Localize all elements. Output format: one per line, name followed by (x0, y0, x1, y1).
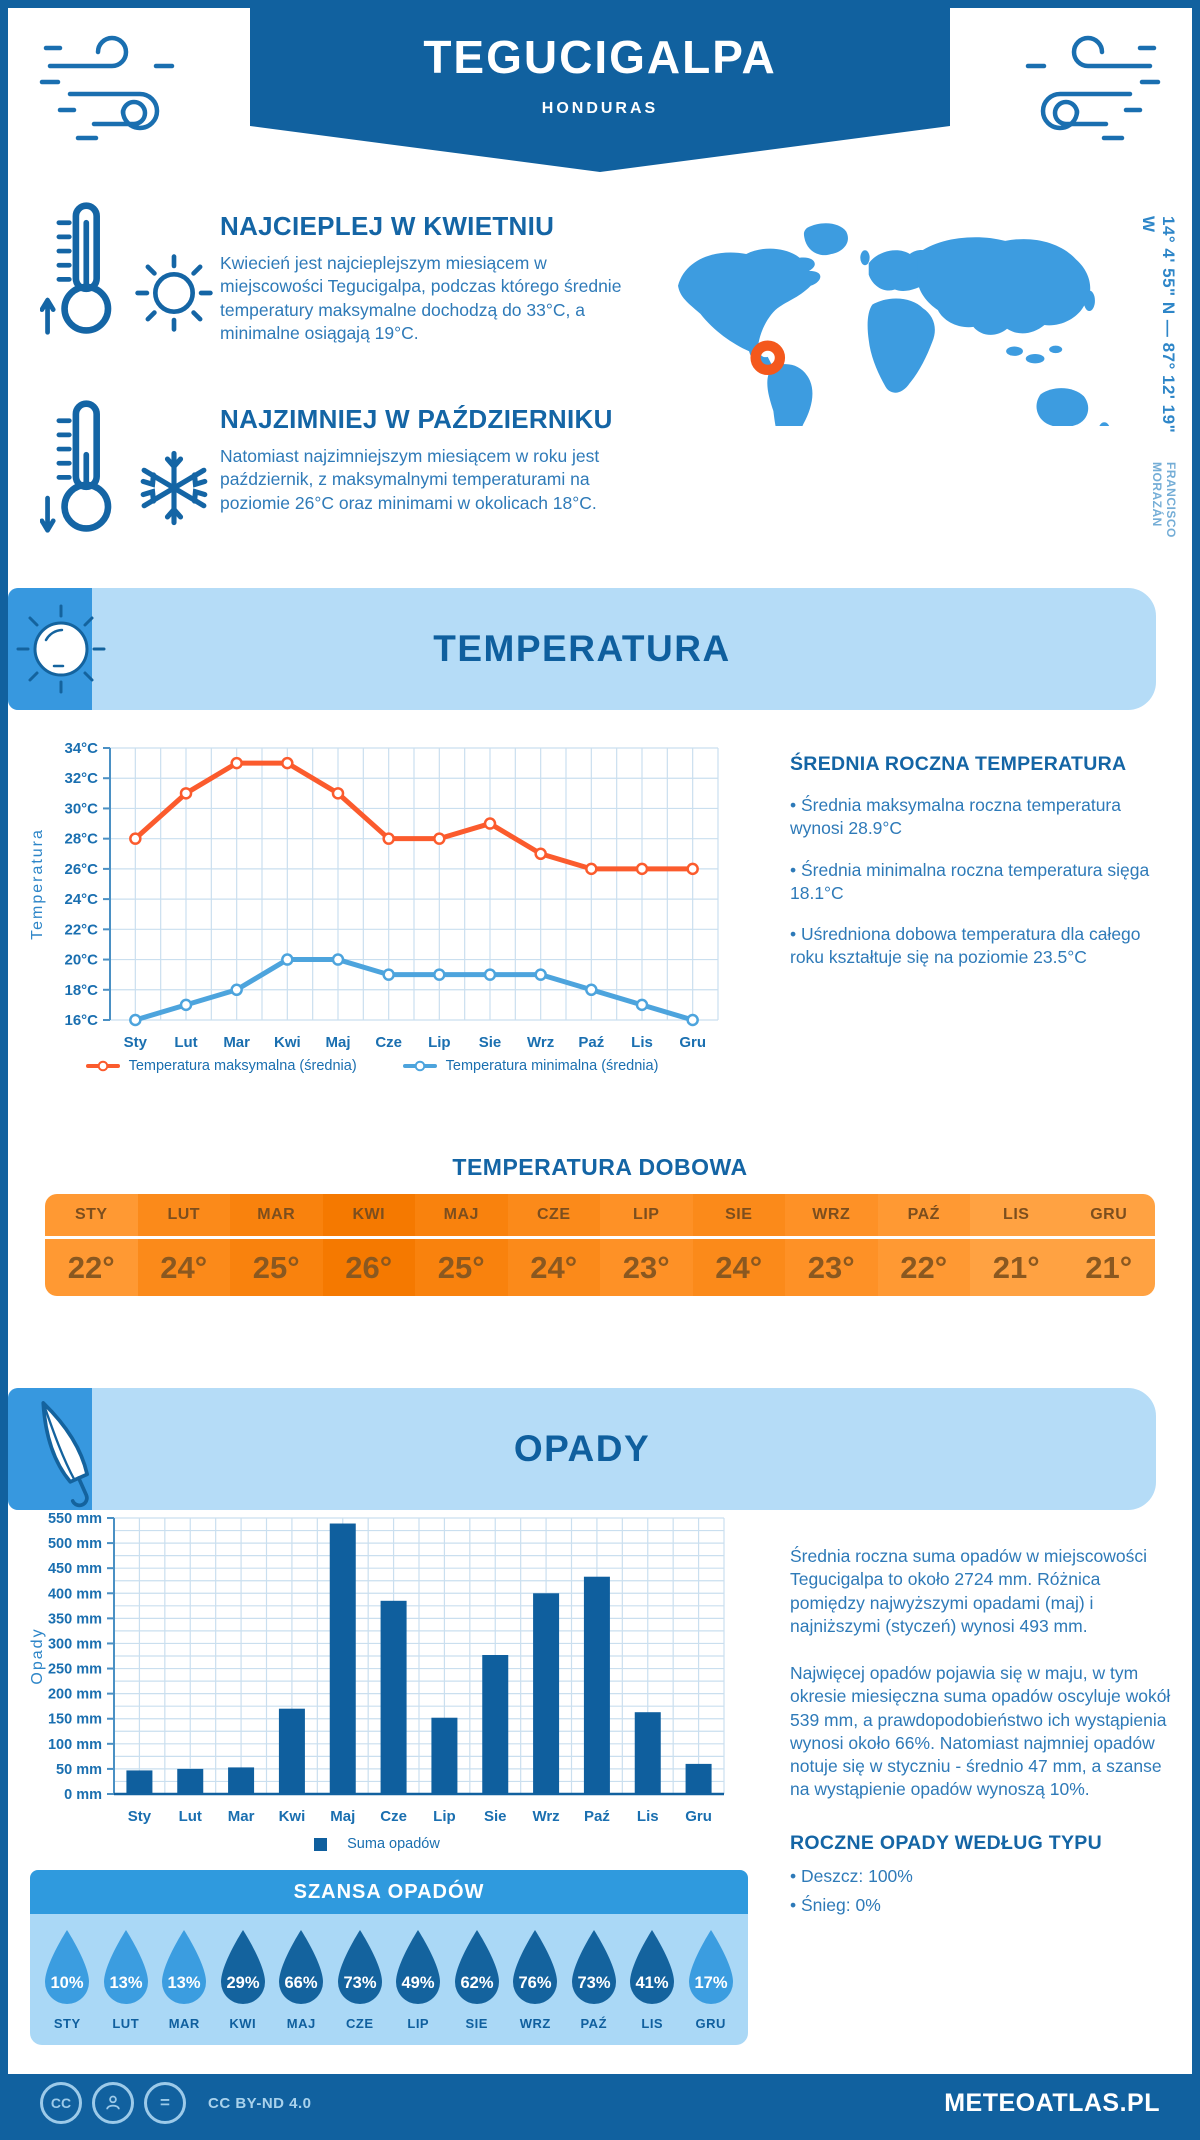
precipitation-info (790, 1545, 1172, 1917)
svg-text:50 mm: 50 mm (56, 1761, 102, 1778)
svg-text:Lip: Lip (428, 1034, 451, 1051)
svg-text:Temperatura: Temperatura (29, 828, 46, 940)
thermometer-warm-icon (40, 198, 125, 340)
sun-icon (132, 251, 216, 335)
rain-chance-item (98, 1928, 153, 2031)
daily-temp-cell (415, 1194, 508, 1296)
svg-text:200 mm: 200 mm (47, 1686, 102, 1703)
footer (8, 2074, 1192, 2132)
annual-temp-bullet: • Średnia maksymalna roczna temperatura wynosi 28.9°C (790, 795, 1121, 839)
svg-text:550 mm: 550 mm (47, 1511, 102, 1527)
svg-text:Sie: Sie (478, 1034, 502, 1051)
svg-text:Mar: Mar (223, 1034, 251, 1051)
annual-temp-bullet: • Średnia minimalna roczna temperatura sięga 18.1°C (790, 859, 1150, 903)
region-label: FRANCISCO MORAZÁN (1150, 461, 1178, 538)
rain-chance-month: MAJ (286, 2016, 316, 2031)
raindrop-icon (157, 1928, 211, 2008)
rain-chance-month: GRU (695, 2016, 726, 2031)
warmest-month-block (220, 211, 628, 345)
precip-bar (381, 1601, 407, 1794)
svg-text:Kwi: Kwi (278, 1808, 306, 1825)
daily-temp-month: MAJ (415, 1194, 508, 1239)
daily-temp-cell (785, 1194, 878, 1296)
daily-temp-value: 21° (992, 1249, 1040, 1285)
legend-item (403, 1058, 659, 1074)
precipitation-paragraph: Średnia roczna suma opadów w miejscowości Tegucigalpa to około 2724 mm. Różnica pomiędzy najwyższymi opadami (maj) i najniższymi (styczeń) wynosi 493 mm. (790, 1546, 1147, 1636)
raindrop-icon (333, 1928, 387, 2008)
svg-text:Wrz: Wrz (532, 1808, 560, 1825)
rain-chance-item (625, 1928, 680, 2031)
daily-temp-value: 22° (900, 1249, 948, 1285)
precip-bar (126, 1770, 152, 1794)
daily-temp-value: 25° (437, 1249, 485, 1285)
svg-text:62%: 62% (460, 1974, 494, 1992)
precipitation-banner (8, 1388, 1156, 1510)
precip-bar (279, 1709, 305, 1794)
daily-temp-value: 22° (67, 1249, 115, 1285)
precip-bar (635, 1712, 661, 1794)
raindrop-icon (567, 1928, 621, 2008)
no-derivatives-icon: = (144, 2082, 186, 2124)
raindrop-icon (99, 1928, 153, 2008)
svg-text:29%: 29% (226, 1974, 260, 1992)
svg-text:76%: 76% (518, 1974, 552, 1992)
daily-temp-month: STY (45, 1194, 138, 1239)
daily-temp-value: 24° (530, 1249, 578, 1285)
svg-text:Lip: Lip (433, 1808, 456, 1825)
page-title: TEGUCIGALPA (423, 31, 777, 83)
precipitation-banner-title: OPADY (513, 1428, 651, 1469)
svg-text:13%: 13% (109, 1974, 143, 1992)
wind-icon (959, 20, 1164, 150)
rain-chance-item (215, 1928, 270, 2031)
location-info (1138, 216, 1178, 606)
daily-temp-month: MAR (230, 1194, 323, 1239)
precip-bar (330, 1524, 356, 1794)
annual-temperature-info (790, 753, 1172, 970)
rain-chance-item (274, 1928, 329, 2031)
daily-temp-value: 23° (807, 1249, 855, 1285)
legend-label: Suma opadów (347, 1836, 440, 1852)
svg-text:350 mm: 350 mm (47, 1611, 102, 1628)
coldest-month-block (220, 404, 650, 515)
rain-chance-item (391, 1928, 446, 2031)
daily-temp-cell (138, 1194, 231, 1296)
svg-text:Maj: Maj (330, 1808, 356, 1825)
svg-text:18°C: 18°C (64, 981, 98, 999)
svg-text:500 mm: 500 mm (47, 1536, 102, 1553)
rain-chance-item (508, 1928, 563, 2031)
svg-text:Lut: Lut (174, 1034, 198, 1051)
rain-chance-title: SZANSA OPADÓW (30, 1870, 748, 1914)
site-label: METEOATLAS.PL (944, 2088, 1160, 2117)
svg-text:49%: 49% (401, 1974, 435, 1992)
svg-text:Lis: Lis (631, 1034, 653, 1051)
legend-item (304, 1836, 440, 1852)
rain-chance-month: STY (53, 2016, 81, 2031)
svg-text:24°C: 24°C (64, 891, 98, 909)
daily-temperature-title: TEMPERATURA DOBOWA (452, 1154, 748, 1180)
coordinates-label: 14° 4' 55" N — 87° 12' 19" W (1139, 216, 1178, 434)
raindrop-icon (450, 1928, 504, 2008)
legend-label: Temperatura minimalna (średnia) (445, 1058, 659, 1074)
precip-bar (228, 1767, 254, 1794)
svg-text:Paź: Paź (583, 1808, 610, 1825)
annual-temp-bullet: • Uśredniona dobowa temperatura dla całego roku kształtuje się na poziomie 23.5°C (790, 924, 1141, 968)
svg-text:Lis: Lis (636, 1808, 659, 1825)
daily-temp-cell (600, 1194, 693, 1296)
svg-text:450 mm: 450 mm (47, 1561, 102, 1578)
warmest-month-title: NAJCIEPLEJ W KWIETNIU (220, 211, 555, 241)
svg-text:300 mm: 300 mm (47, 1636, 102, 1653)
daily-temp-cell (323, 1194, 416, 1296)
svg-text:400 mm: 400 mm (47, 1586, 102, 1603)
chart-legend (22, 1058, 722, 1074)
daily-temp-value: 26° (345, 1249, 393, 1285)
svg-text:34°C: 34°C (64, 740, 98, 757)
svg-text:17%: 17% (694, 1974, 728, 1992)
precipitation-type-bullet: • Deszcz: 100% (790, 1865, 913, 1886)
temperature-banner-title: TEMPERATURA (433, 628, 731, 669)
svg-text:250 mm: 250 mm (47, 1661, 102, 1678)
raindrop-icon (508, 1928, 562, 2008)
rain-chance-month: MAR (168, 2016, 200, 2031)
rain-chance-month: LIS (641, 2016, 664, 2031)
svg-text:16°C: 16°C (64, 1012, 98, 1029)
svg-text:0 mm: 0 mm (64, 1787, 102, 1803)
precip-bar (177, 1769, 203, 1794)
svg-text:22°C: 22°C (64, 921, 98, 939)
daily-temp-month: LUT (138, 1194, 231, 1239)
daily-temp-cell (693, 1194, 786, 1296)
svg-text:20°C: 20°C (64, 951, 98, 969)
raindrop-icon (684, 1928, 738, 2008)
rain-chance-month: KWI (229, 2016, 257, 2031)
chart-legend (22, 1836, 722, 1852)
daily-temp-cell (508, 1194, 601, 1296)
thermometer-cold-icon (40, 396, 125, 538)
coldest-month-text: Natomiast najzimniejszym miesiącem w roku jest październik, z maksymalnymi temperaturami na poziomie 26°C oraz minimami w okolicach 18°C. (220, 446, 600, 513)
rain-chance-panel (30, 1870, 748, 2045)
rain-chance-item (683, 1928, 738, 2031)
raindrop-icon (216, 1928, 270, 2008)
annual-temperature-heading: ŚREDNIA ROCZNA TEMPERATURA (790, 753, 1127, 775)
daily-temp-month: WRZ (785, 1194, 878, 1239)
svg-text:30°C: 30°C (64, 800, 98, 818)
header (250, 8, 950, 172)
svg-text:150 mm: 150 mm (47, 1711, 102, 1728)
svg-text:73%: 73% (577, 1974, 611, 1992)
daily-temp-month: LIP (600, 1194, 693, 1239)
svg-text:100 mm: 100 mm (47, 1736, 102, 1753)
svg-text:26°C: 26°C (64, 860, 98, 878)
svg-text:13%: 13% (167, 1974, 201, 1992)
temperature-chart (22, 734, 742, 1074)
svg-text:Wrz: Wrz (527, 1034, 555, 1051)
svg-text:Sty: Sty (127, 1808, 152, 1825)
svg-text:66%: 66% (284, 1974, 318, 1992)
rain-chance-month: WRZ (519, 2016, 551, 2031)
raindrop-icon (625, 1928, 679, 2008)
svg-text:10%: 10% (50, 1974, 84, 1992)
svg-text:Gru: Gru (685, 1808, 712, 1825)
rain-chance-item (40, 1928, 95, 2031)
svg-text:Paź: Paź (578, 1034, 605, 1051)
rain-chance-item (449, 1928, 504, 2031)
legend-label: Temperatura maksymalna (średnia) (128, 1058, 357, 1074)
svg-text:41%: 41% (635, 1974, 669, 1992)
daily-temp-value: 24° (715, 1249, 763, 1285)
cc-icon: CC (40, 2082, 82, 2124)
precipitation-chart (22, 1504, 742, 1852)
daily-temp-month: PAŹ (878, 1194, 971, 1239)
precipitation-type-bullet: • Śnieg: 0% (790, 1894, 881, 1915)
rain-chance-month: CZE (346, 2016, 374, 2031)
precipitation-paragraph: Najwięcej opadów pojawia się w maju, w tym okresie miesięczna suma opadów oscyluje wokół 539 mm, a prawdopodobieństwo ich wystąpienia wynosi około 66%. Natomiast najmniej opadów notuje się w styczniu - średnio 47 mm, a szanse na wystąpienie opadów wynoszą 10%. (790, 1663, 1171, 1800)
svg-text:Lut: Lut (178, 1808, 202, 1825)
svg-text:73%: 73% (343, 1974, 377, 1992)
temperature-banner (8, 588, 1156, 710)
svg-text:Sty: Sty (123, 1034, 148, 1051)
legend-item (86, 1058, 357, 1074)
daily-temp-cell (45, 1194, 138, 1296)
daily-temp-cell (1063, 1194, 1156, 1296)
rain-chance-drops (30, 1914, 748, 2045)
rain-chance-item (157, 1928, 212, 2031)
raindrop-icon (391, 1928, 445, 2008)
rain-chance-month: PAŹ (580, 2016, 608, 2031)
daily-temp-cell (230, 1194, 323, 1296)
page-subtitle: HONDURAS (541, 100, 659, 117)
wind-icon (36, 20, 241, 150)
daily-temp-cell (878, 1194, 971, 1296)
svg-text:Sie: Sie (483, 1808, 507, 1825)
precipitation-type-heading: ROCZNE OPADY WEDŁUG TYPU (790, 1831, 1102, 1854)
daily-temp-month: LIS (970, 1194, 1063, 1239)
daily-temp-month: GRU (1063, 1194, 1156, 1239)
precip-bar (431, 1718, 457, 1794)
raindrop-icon (40, 1928, 94, 2008)
daily-temp-value: 25° (252, 1249, 300, 1285)
svg-text:Gru: Gru (679, 1034, 707, 1051)
precip-bar (482, 1655, 508, 1794)
svg-text:Kwi: Kwi (273, 1034, 301, 1051)
svg-text:Opady: Opady (29, 1627, 46, 1685)
rain-chance-item (566, 1928, 621, 2031)
precip-bar (533, 1593, 559, 1794)
attribution-person-icon (92, 2082, 134, 2124)
svg-text:Cze: Cze (380, 1808, 407, 1825)
coldest-month-title: NAJZIMNIEJ W PAŹDZIERNIKU (220, 404, 613, 434)
license-label: CC BY-ND 4.0 (208, 2094, 312, 2112)
rain-chance-month: SIE (465, 2016, 488, 2031)
precip-bar (584, 1577, 610, 1794)
daily-temp-month: SIE (693, 1194, 786, 1239)
rain-chance-month: LUT (112, 2016, 140, 2031)
daily-temperature-table (45, 1194, 1155, 1296)
warmest-month-text: Kwiecień jest najcieplejszym miesiącem w miejscowości Tegucigalpa, podczas którego średnie temperatury maksymalne dochodzą do 33°C, a minimalne osiągają 19°C. (220, 253, 622, 343)
svg-text:28°C: 28°C (64, 830, 98, 848)
daily-temp-value: 24° (160, 1249, 208, 1285)
daily-temp-value: 21° (1085, 1249, 1133, 1285)
svg-text:Cze: Cze (375, 1034, 403, 1051)
precip-bar (686, 1764, 712, 1794)
svg-text:32°C: 32°C (64, 770, 98, 788)
daily-temp-cell (970, 1194, 1063, 1296)
rain-chance-item (332, 1928, 387, 2031)
daily-temp-month: KWI (323, 1194, 416, 1239)
raindrop-icon (274, 1928, 328, 2008)
svg-text:Mar: Mar (227, 1808, 255, 1825)
snowflake-icon (132, 446, 216, 530)
world-map (663, 211, 1138, 426)
daily-temp-value: 23° (622, 1249, 670, 1285)
svg-text:Maj: Maj (325, 1034, 351, 1051)
daily-temp-month: CZE (508, 1194, 601, 1239)
rain-chance-month: LIP (407, 2016, 430, 2031)
